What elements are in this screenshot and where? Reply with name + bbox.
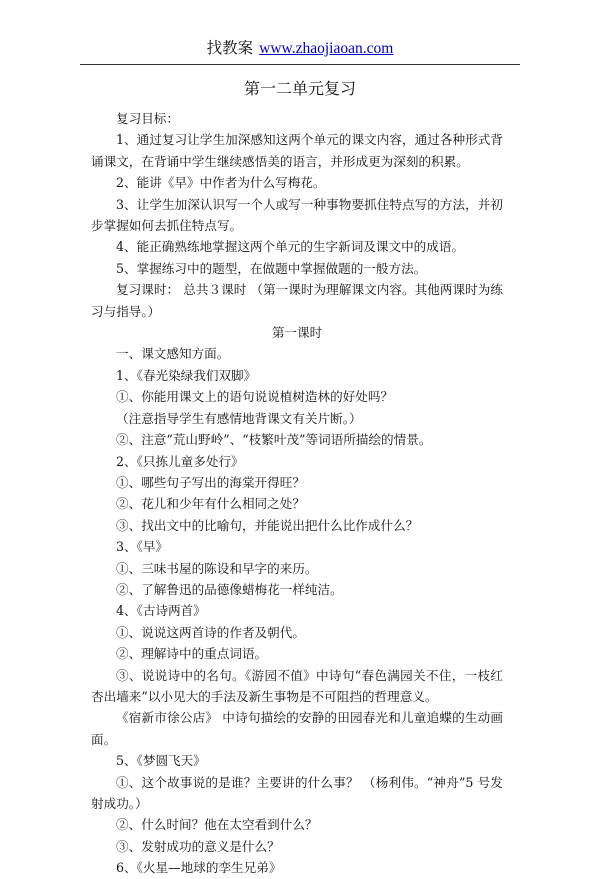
body-paragraph: ①、这个故事说的是谁？主要讲的什么事？ （杨利伟。“神舟”5 号发射成功。） xyxy=(91,774,503,811)
body-paragraph: ②、注意“荒山野岭”、“枝繁叶茂”等词语所描绘的情景。 xyxy=(116,432,432,448)
body-paragraph: 2、能讲《早》中作者为什么写梅花。 xyxy=(116,175,326,191)
body-paragraph: 复习课时： 总共３课时 （第一课时为理解课文内容。其他两课时为练习与指导。） xyxy=(91,282,503,319)
body-paragraph: 4、《古诗两首》 xyxy=(116,603,206,619)
body-paragraph: ②、什么时间？他在太空看到什么？ xyxy=(116,817,318,833)
body-paragraph: 5、掌握练习中的题型，在做题中掌握做题的一般方法。 xyxy=(116,260,427,276)
header-divider xyxy=(80,64,520,65)
body-paragraph: ③、发射成功的意义是什么？ xyxy=(116,838,280,854)
body-paragraph: 一、课文感知方面。 xyxy=(116,346,230,362)
body-paragraph: 4、能正确熟练地掌握这两个单元的生字新词及课文中的成语。 xyxy=(116,239,465,255)
body-paragraph: 3、让学生加深认识写一个人或写一种事物要抓住特点写的方法，并初步掌握如何去抓住特点写。 xyxy=(91,196,503,234)
body-paragraph: 1、通过复习让学生加深感知这两个单元的课文内容，通过各种形式背诵课文，在背诵中学生继续感悟美的语言，并形成更为深刻的积累。 xyxy=(91,132,503,169)
body-paragraph: 复习目标： xyxy=(116,111,179,126)
section-heading: 第一课时 xyxy=(271,325,323,341)
body-paragraph: ③、找出文中的比喻句，并能说出把什么比作成什么？ xyxy=(116,517,419,533)
body-paragraph: ②、花儿和少年有什么相同之处？ xyxy=(116,496,305,512)
body-paragraph: ①、说说这两首诗的作者及朝代。 xyxy=(116,624,305,640)
body-paragraph: ①、三味书屋的陈设和早字的来历。 xyxy=(116,560,318,576)
header-brand: 找教案 xyxy=(206,39,254,57)
body-paragraph: （注意指导学生有感情地背课文有关片断。） xyxy=(116,410,362,426)
body-paragraph: ③、说说诗中的名句。《游园不值》中诗句“春色满园关不住，一枝红杏出墙来”以小见大的手法及新生事物是不可阻挡的哲理意义。 xyxy=(91,667,503,704)
body-paragraph: 2、《只拣儿童多处行》 xyxy=(116,453,244,469)
body-paragraph: 5、《梦圆飞天》 xyxy=(116,753,206,769)
body-paragraph: ②、了解鲁迅的品德像蜡梅花一样纯洁。 xyxy=(116,581,343,597)
body-paragraph: 《宿新市徐公店》 中诗句描绘的安静的田园春光和儿童追蝶的生动画面。 xyxy=(91,710,503,747)
document-title: 第一二单元复习 xyxy=(243,79,356,98)
body-paragraph: 3、《早》 xyxy=(116,539,169,555)
body-paragraph: ①、哪些句子写出的海棠开得旺？ xyxy=(116,474,305,490)
page-header xyxy=(0,38,600,59)
header-site-link[interactable]: www.zhaojiaoan.com xyxy=(259,40,394,57)
body-paragraph: ①、你能用课文上的语句说说植树造林的好处吗？ xyxy=(116,389,394,405)
document-body xyxy=(91,108,503,879)
body-paragraph: ②、理解诗中的重点词语。 xyxy=(116,646,268,662)
body-paragraph: 6、《火星—地球的孪生兄弟》 xyxy=(116,860,282,876)
body-paragraph: 1、《春光染绿我们双脚》 xyxy=(116,367,257,383)
